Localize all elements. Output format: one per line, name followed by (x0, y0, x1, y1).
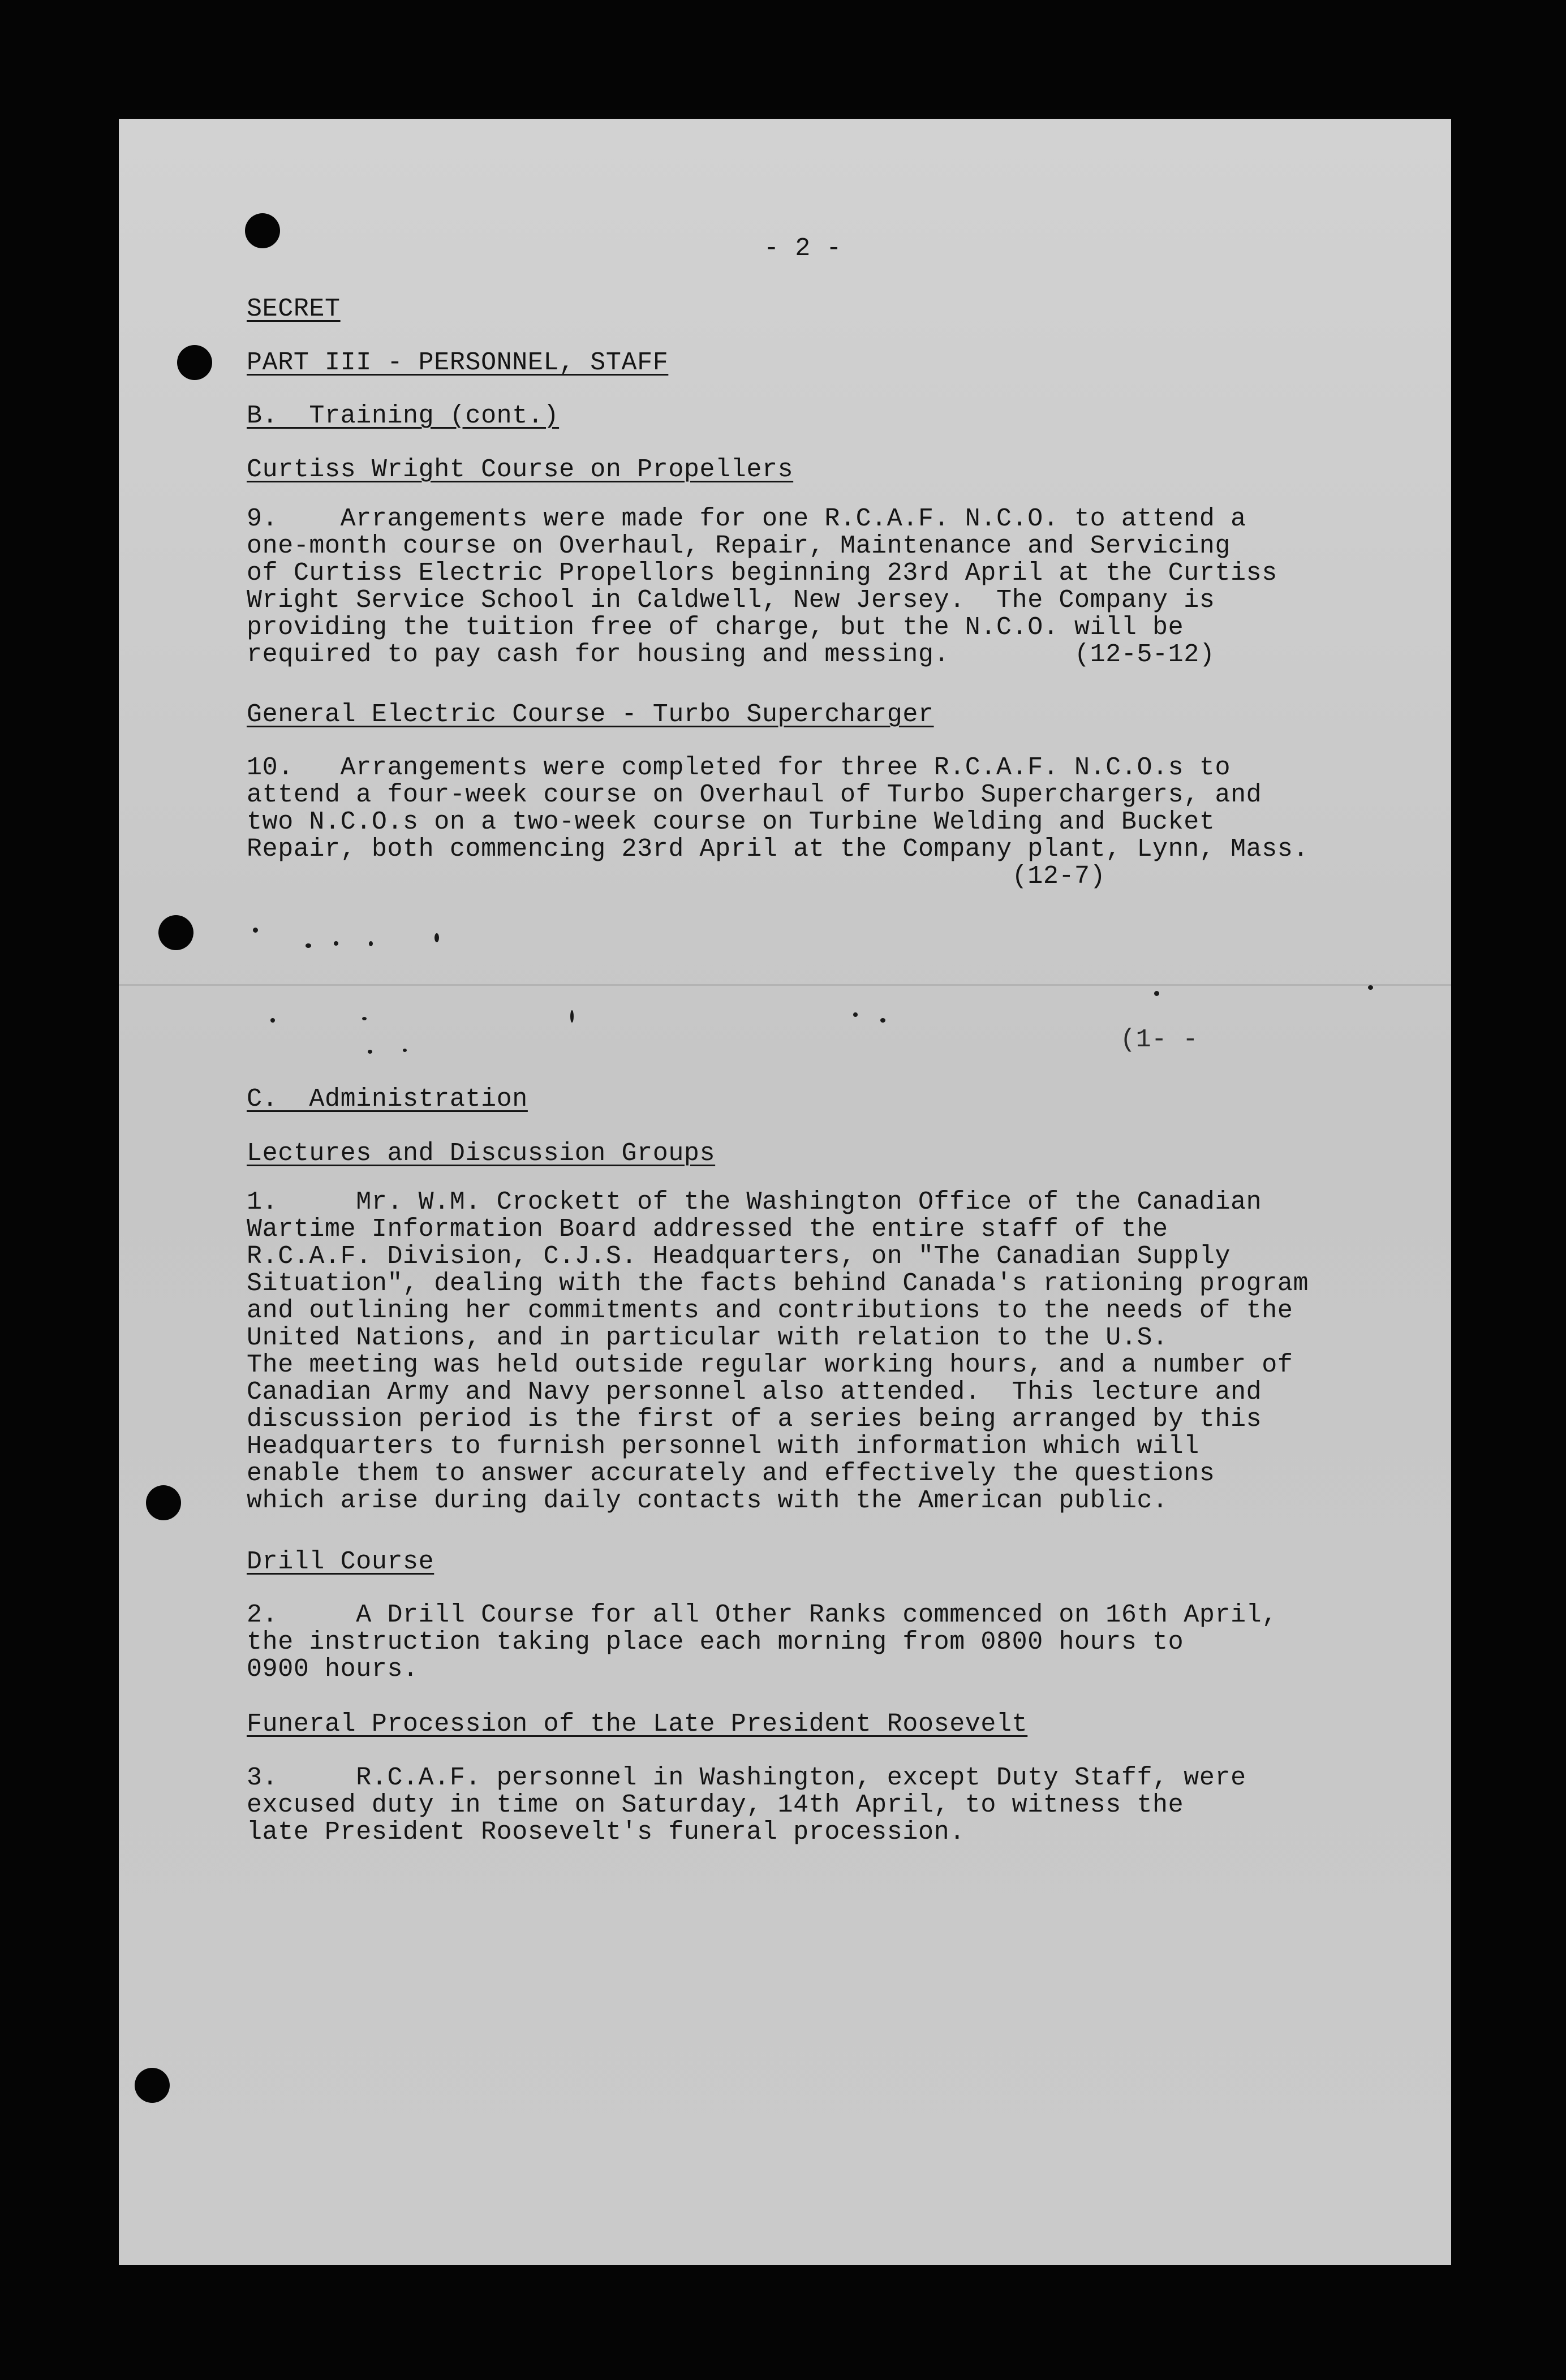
redaction-speck (1368, 985, 1373, 990)
paragraph-line: R.C.A.F. Division, C.J.S. Headquarters, on "The Canadian Supply (247, 1242, 1231, 1271)
part-heading: PART III - PERSONNEL, STAFF (247, 348, 669, 377)
page-number: - 2 - (764, 234, 842, 263)
paragraph-line: attend a four-week course on Overhaul of Turbo Superchargers, and (247, 781, 1262, 809)
redaction-speck (853, 1012, 858, 1017)
paragraph-line: Canadian Army and Navy personnel also attended. This lecture and (247, 1378, 1262, 1407)
subheading-lectures: Lectures and Discussion Groups (247, 1139, 716, 1168)
punch-hole (135, 2068, 170, 2103)
paragraph-line: Wartime Information Board addressed the entire staff of the (247, 1215, 1168, 1244)
redaction-speck (570, 1010, 574, 1023)
page-fold-line (119, 984, 1451, 986)
paragraph-line: 2. A Drill Course for all Other Ranks commenced on 16th April, (247, 1601, 1277, 1629)
subheading-propellers: Curtiss Wright Course on Propellers (247, 455, 794, 484)
paragraph-line: The meeting was held outside regular working hours, and a number of (247, 1351, 1293, 1379)
paragraph-line: of Curtiss Electric Propellors beginning 23rd April at the Curtiss (247, 559, 1277, 588)
paragraph-line: 9. Arrangements were made for one R.C.A.F. N.C.O. to attend a (247, 505, 1246, 533)
redaction-speck (369, 941, 373, 946)
redaction-speck (880, 1018, 885, 1023)
paragraph-line: and outlining her commitments and contributions to the needs of the (247, 1296, 1293, 1325)
section-b-heading: B. Training (cont.) (247, 402, 560, 430)
paragraph-line: (12-7) (247, 862, 1106, 891)
subheading-drill: Drill Course (247, 1547, 434, 1576)
paragraph-line: discussion period is the first of a series being arranged by this (247, 1405, 1262, 1434)
classification-label: SECRET (247, 295, 341, 324)
paragraph-line: 0900 hours. (247, 1655, 419, 1684)
punch-hole (245, 213, 280, 248)
redaction-speck (306, 943, 311, 948)
redaction-speck (434, 933, 439, 942)
paragraph-line: the instruction taking place each morning from 0800 hours to (247, 1628, 1184, 1657)
punch-hole (158, 915, 193, 950)
paragraph-line: 10. Arrangements were completed for three R.C.A.F. N.C.O.s to (247, 753, 1231, 782)
redaction-speck (403, 1049, 407, 1052)
subheading-funeral: Funeral Procession of the Late President Roosevelt (247, 1710, 1028, 1739)
redaction-speck (368, 1050, 372, 1054)
section-c-heading: C. Administration (247, 1085, 528, 1114)
redaction-speck (334, 941, 338, 946)
paragraph-line: enable them to answer accurately and effectively the questions (247, 1459, 1215, 1488)
paragraph-line: required to pay cash for housing and messing. (12-5-12) (247, 640, 1215, 669)
redaction-speck (1154, 991, 1159, 996)
redaction-speck (362, 1017, 367, 1020)
paragraph-line: which arise during daily contacts with the American public. (247, 1486, 1168, 1515)
redaction-speck (253, 928, 258, 933)
paragraph-line: one-month course on Overhaul, Repair, Maintenance and Servicing (247, 532, 1231, 560)
paragraph-line: late President Roosevelt's funeral procession. (247, 1818, 965, 1847)
paragraph-line: providing the tuition free of charge, but the N.C.O. will be (247, 613, 1184, 642)
paragraph-line: Situation", dealing with the facts behind Canada's rationing program (247, 1269, 1309, 1298)
redacted-reference: (1- - (1120, 1025, 1199, 1054)
paragraph-line: Repair, both commencing 23rd April at the Company plant, Lynn, Mass. (247, 835, 1309, 864)
paragraph-line: Wright Service School in Caldwell, New Jersey. The Company is (247, 586, 1215, 615)
paragraph-line: 3. R.C.A.F. personnel in Washington, except Duty Staff, were (247, 1764, 1246, 1792)
paragraph-line: United Nations, and in particular with relation to the U.S. (247, 1323, 1168, 1352)
paragraph-line: 1. Mr. W.M. Crockett of the Washington Office of the Canadian (247, 1188, 1262, 1217)
punch-hole (177, 345, 212, 380)
subheading-turbo: General Electric Course - Turbo Supercharger (247, 700, 934, 729)
paragraph-line: two N.C.O.s on a two-week course on Turbine Welding and Bucket (247, 808, 1215, 837)
paragraph-line: excused duty in time on Saturday, 14th April, to witness the (247, 1791, 1184, 1820)
redaction-speck (270, 1018, 275, 1023)
paragraph-line: Headquarters to furnish personnel with information which will (247, 1432, 1199, 1461)
punch-hole (146, 1485, 181, 1520)
